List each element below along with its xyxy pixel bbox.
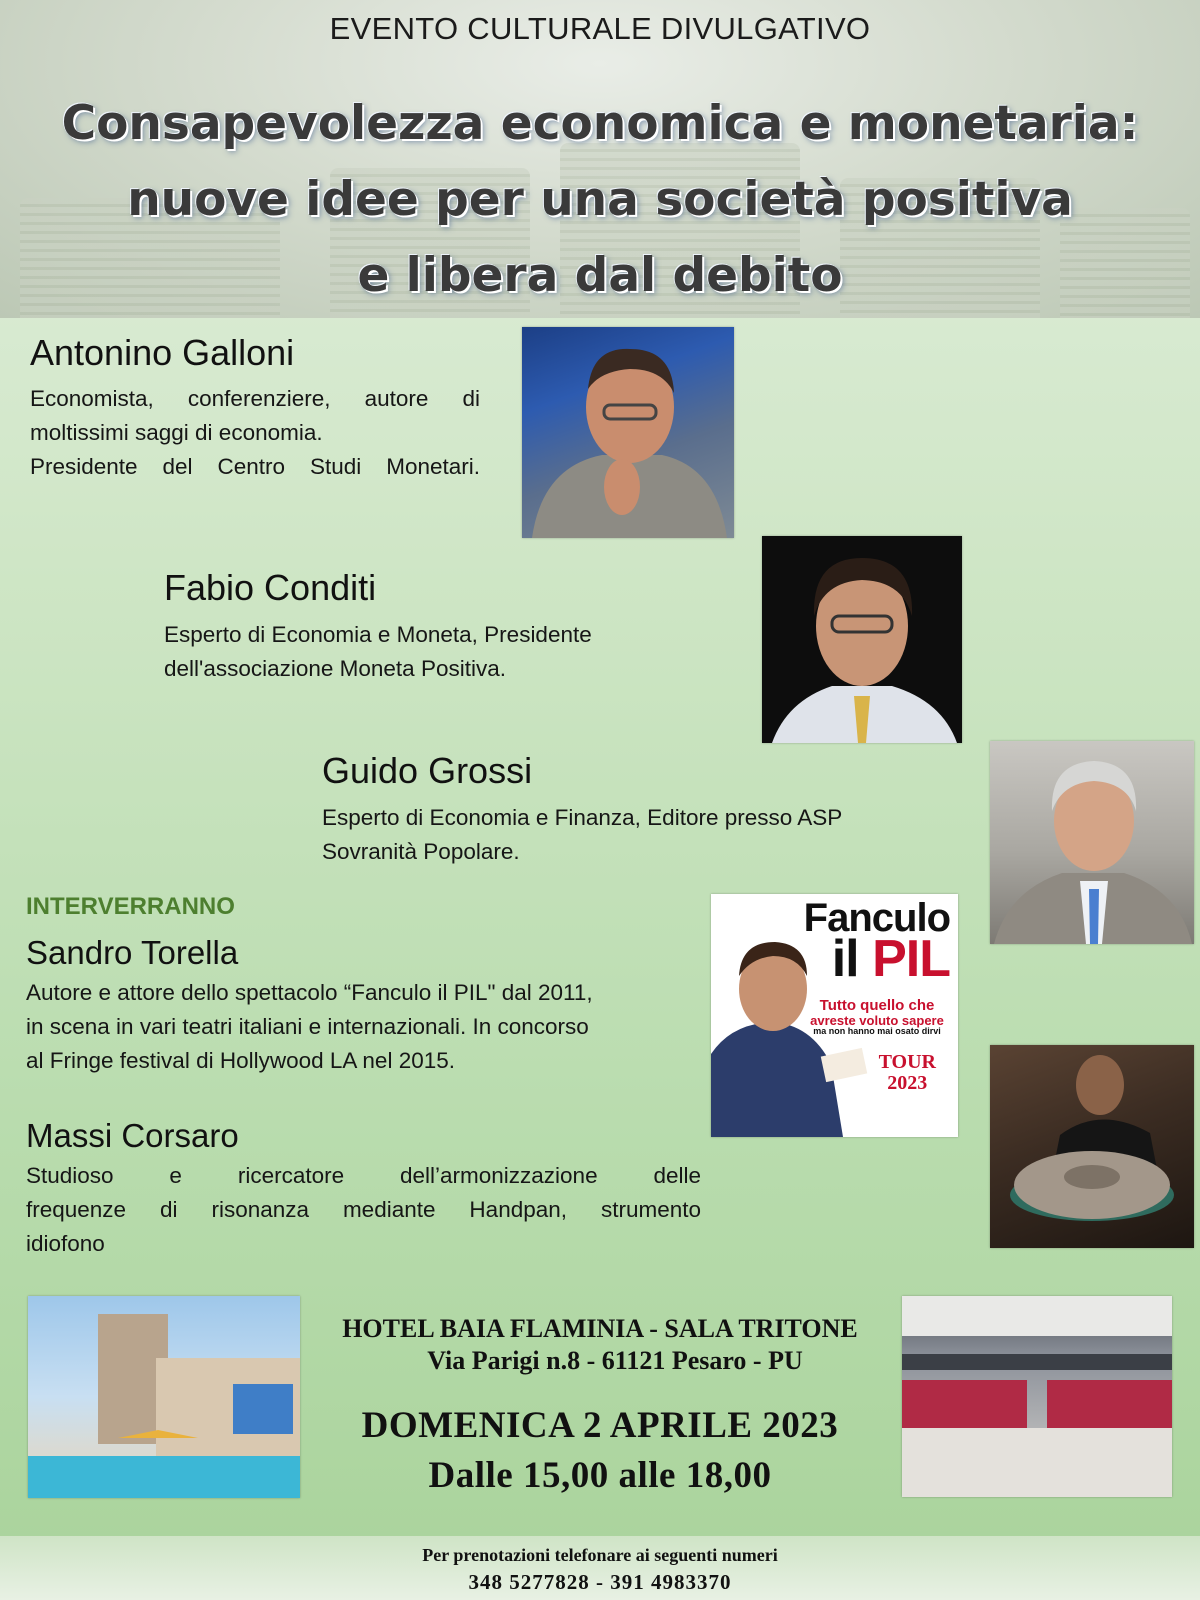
speaker-description (164, 618, 724, 686)
poster-title-line (804, 930, 950, 988)
speaker-description-line: Esperto di Economia e Moneta, Presidente (164, 622, 592, 647)
handpan-icon (990, 1045, 1194, 1248)
poster-tour (879, 1052, 936, 1094)
guest-name: Sandro Torella (26, 934, 239, 971)
event-title (0, 86, 1200, 314)
portrait-photo-galloni (522, 327, 734, 538)
speaker-name: Antonino Galloni (30, 332, 295, 373)
show-poster (711, 894, 958, 1137)
guest-description-line: Autore e attore dello spettacolo “Fanculo il PIL" dal 2011, (26, 980, 593, 1005)
event-title-line: nuove idee per una società positiva (127, 172, 1073, 227)
guest-description-line: al Fringe festival di Hollywood LA nel 2015. (26, 1048, 455, 1073)
poster-title-line: Fanculo (803, 896, 950, 940)
venue-address: Via Parigi n.8 - 61121 Pesaro - PU (427, 1346, 803, 1375)
speaker-description-line: dell'associazione Moneta Positiva. (164, 656, 506, 681)
event-date: DOMENICA 2 APRILE 2023 (361, 1405, 839, 1446)
poster-tour-label: TOUR (878, 1051, 936, 1073)
hotel-exterior-photo (28, 1296, 300, 1498)
guest-name: Massi Corsaro (26, 1117, 239, 1154)
speaker-description-line: Presidente del Centro Studi Monetari. (30, 454, 480, 479)
speaker-description-line: moltissimi saggi di economia. (30, 420, 323, 445)
auditorium-icon (902, 1296, 1172, 1497)
poster-subtitle (802, 998, 952, 1037)
event-time: Dalle 15,00 alle 18,00 (428, 1455, 772, 1496)
poster-subtitle-line: avreste voluto sapere (810, 1012, 944, 1028)
speaker-description (322, 801, 962, 869)
booking-label: Per prenotazioni telefonare ai seguenti numeri (422, 1545, 778, 1565)
booking-footer (0, 1536, 1200, 1600)
poster-title-il: il (831, 930, 859, 988)
poster-title (803, 896, 950, 988)
poster-subtitle-line: Tutto quello che (819, 997, 935, 1014)
header-banner (0, 0, 1200, 318)
speaker-name: Guido Grossi (322, 750, 533, 791)
guest-description-line: idiofono (26, 1231, 105, 1256)
poster-subtitle-line: ma non hanno mai osato dirvi (813, 1026, 941, 1037)
venue-name: HOTEL BAIA FLAMINIA - SALA TRITONE (342, 1314, 858, 1343)
person-silhouette-icon (522, 327, 734, 538)
speaker-description-line: Economista, conferenziere, autore di (30, 386, 480, 411)
portrait-photo-conditi (762, 536, 962, 743)
event-title-line: e libera dal debito (357, 248, 843, 303)
guest-description (26, 976, 706, 1078)
portrait-photo-grossi (990, 741, 1194, 944)
speaker-description-line: Esperto di Economia e Finanza, Editore presso ASP (322, 805, 843, 830)
event-kicker: EVENTO CULTURALE DIVULGATIVO (329, 11, 871, 46)
guests-heading: INTERVERRANNO (26, 893, 235, 920)
poster-tour-year: 2023 (887, 1072, 928, 1094)
guest-description-line: Studioso e ricercatore dell’armonizzazione delle (26, 1163, 701, 1188)
speaker-name: Fabio Conditi (164, 567, 377, 608)
guest-description-line: in scena in vari teatri italiani e internazionali. In concorso (26, 1014, 589, 1039)
speaker-description (30, 382, 480, 484)
guest-description (26, 1159, 701, 1261)
conference-hall-photo (902, 1296, 1172, 1497)
speaker-description-line: Sovranità Popolare. (322, 839, 520, 864)
photo-handpan-player (990, 1045, 1194, 1248)
person-silhouette-icon (990, 741, 1194, 944)
booking-phones: 348 5277828 - 391 4983370 (468, 1570, 732, 1594)
guest-description-line: frequenze di risonanza mediante Handpan, strumento (26, 1197, 701, 1222)
building-icon (28, 1296, 300, 1498)
poster-title-pil: PIL (872, 930, 950, 988)
person-silhouette-icon (762, 536, 962, 743)
event-title-line: Consapevolezza economica e monetaria: (61, 96, 1139, 151)
